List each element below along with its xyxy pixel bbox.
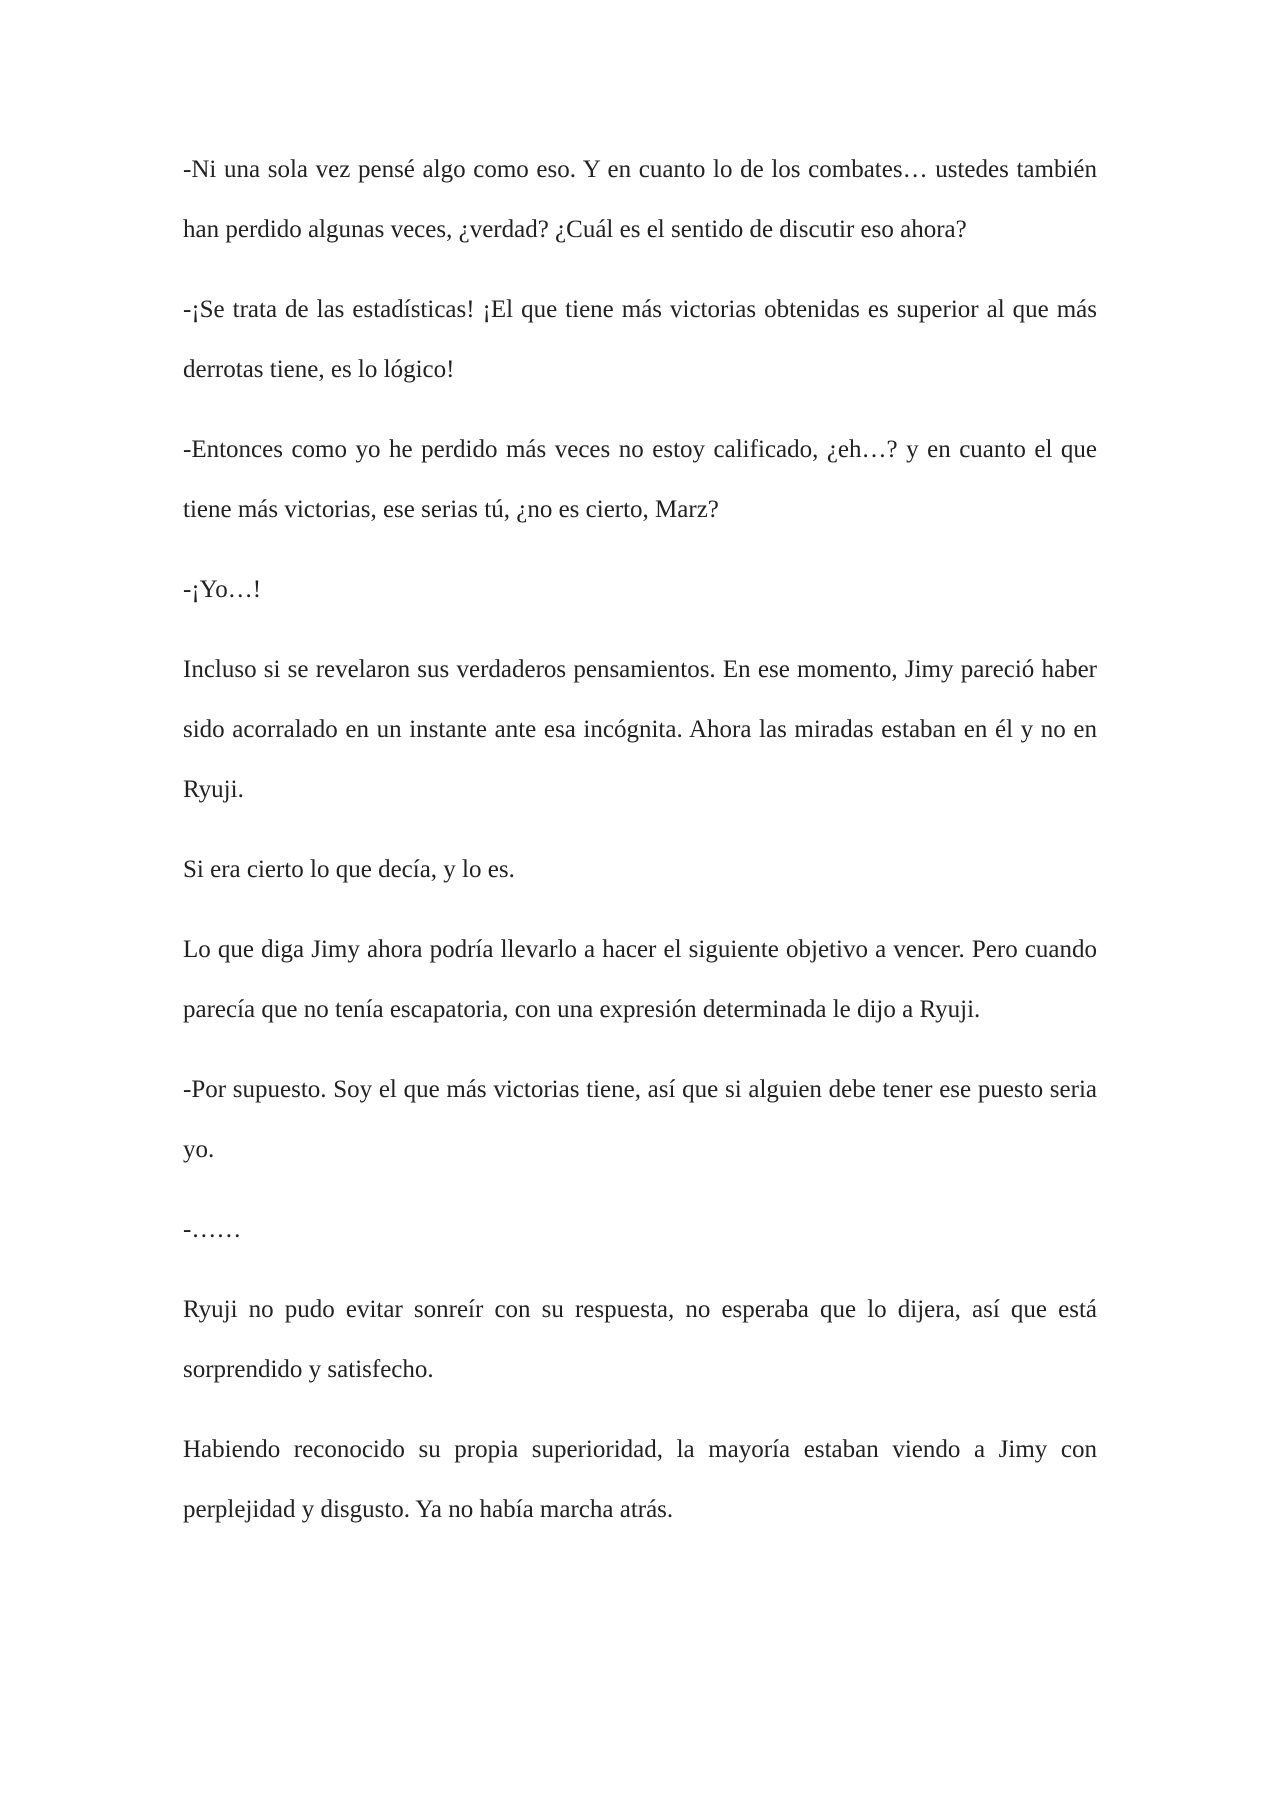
paragraph: -Ni una sola vez pensé algo como eso. Y en cuanto lo de los combates… ustedes también han perdido algunas veces, ¿verdad? ¿Cuál es el sentido de discutir eso ahora? bbox=[183, 156, 1097, 243]
paragraph: -…… bbox=[183, 1216, 242, 1243]
paragraph: Incluso si se revelaron sus verdaderos pensamientos. En ese momento, Jimy pareció haber sido acorralado en un instante ante esa incógnita. Ahora las miradas estaban en él y no en Ryuji. bbox=[183, 656, 1097, 803]
paragraph: -Por supuesto. Soy el que más victorias tiene, así que si alguien debe tener ese puesto seria yo. bbox=[183, 1076, 1097, 1163]
paragraph: -¡Se trata de las estadísticas! ¡El que tiene más victorias obtenidas es superior al que más derrotas tiene, es lo lógico! bbox=[183, 296, 1097, 383]
body-text bbox=[183, 140, 1097, 1560]
paragraph: Ryuji no pudo evitar sonreír con su respuesta, no esperaba que lo dijera, así que está sorprendido y satisfecho. bbox=[183, 1296, 1097, 1383]
paragraph: -Entonces como yo he perdido más veces no estoy calificado, ¿eh…? y en cuanto el que tiene más victorias, ese serias tú, ¿no es cierto, Marz? bbox=[183, 436, 1097, 523]
paragraph: Habiendo reconocido su propia superioridad, la mayoría estaban viendo a Jimy con perplejidad y disgusto. Ya no había marcha atrás. bbox=[183, 1436, 1097, 1523]
paragraph: Si era cierto lo que decía, y lo es. bbox=[183, 856, 515, 883]
paragraph: Lo que diga Jimy ahora podría llevarlo a hacer el siguiente objetivo a vencer. Pero cuando parecía que no tenía escapatoria, con una expresión determinada le dijo a Ryuji. bbox=[183, 936, 1097, 1023]
paragraph: -¡Yo…! bbox=[183, 576, 262, 603]
